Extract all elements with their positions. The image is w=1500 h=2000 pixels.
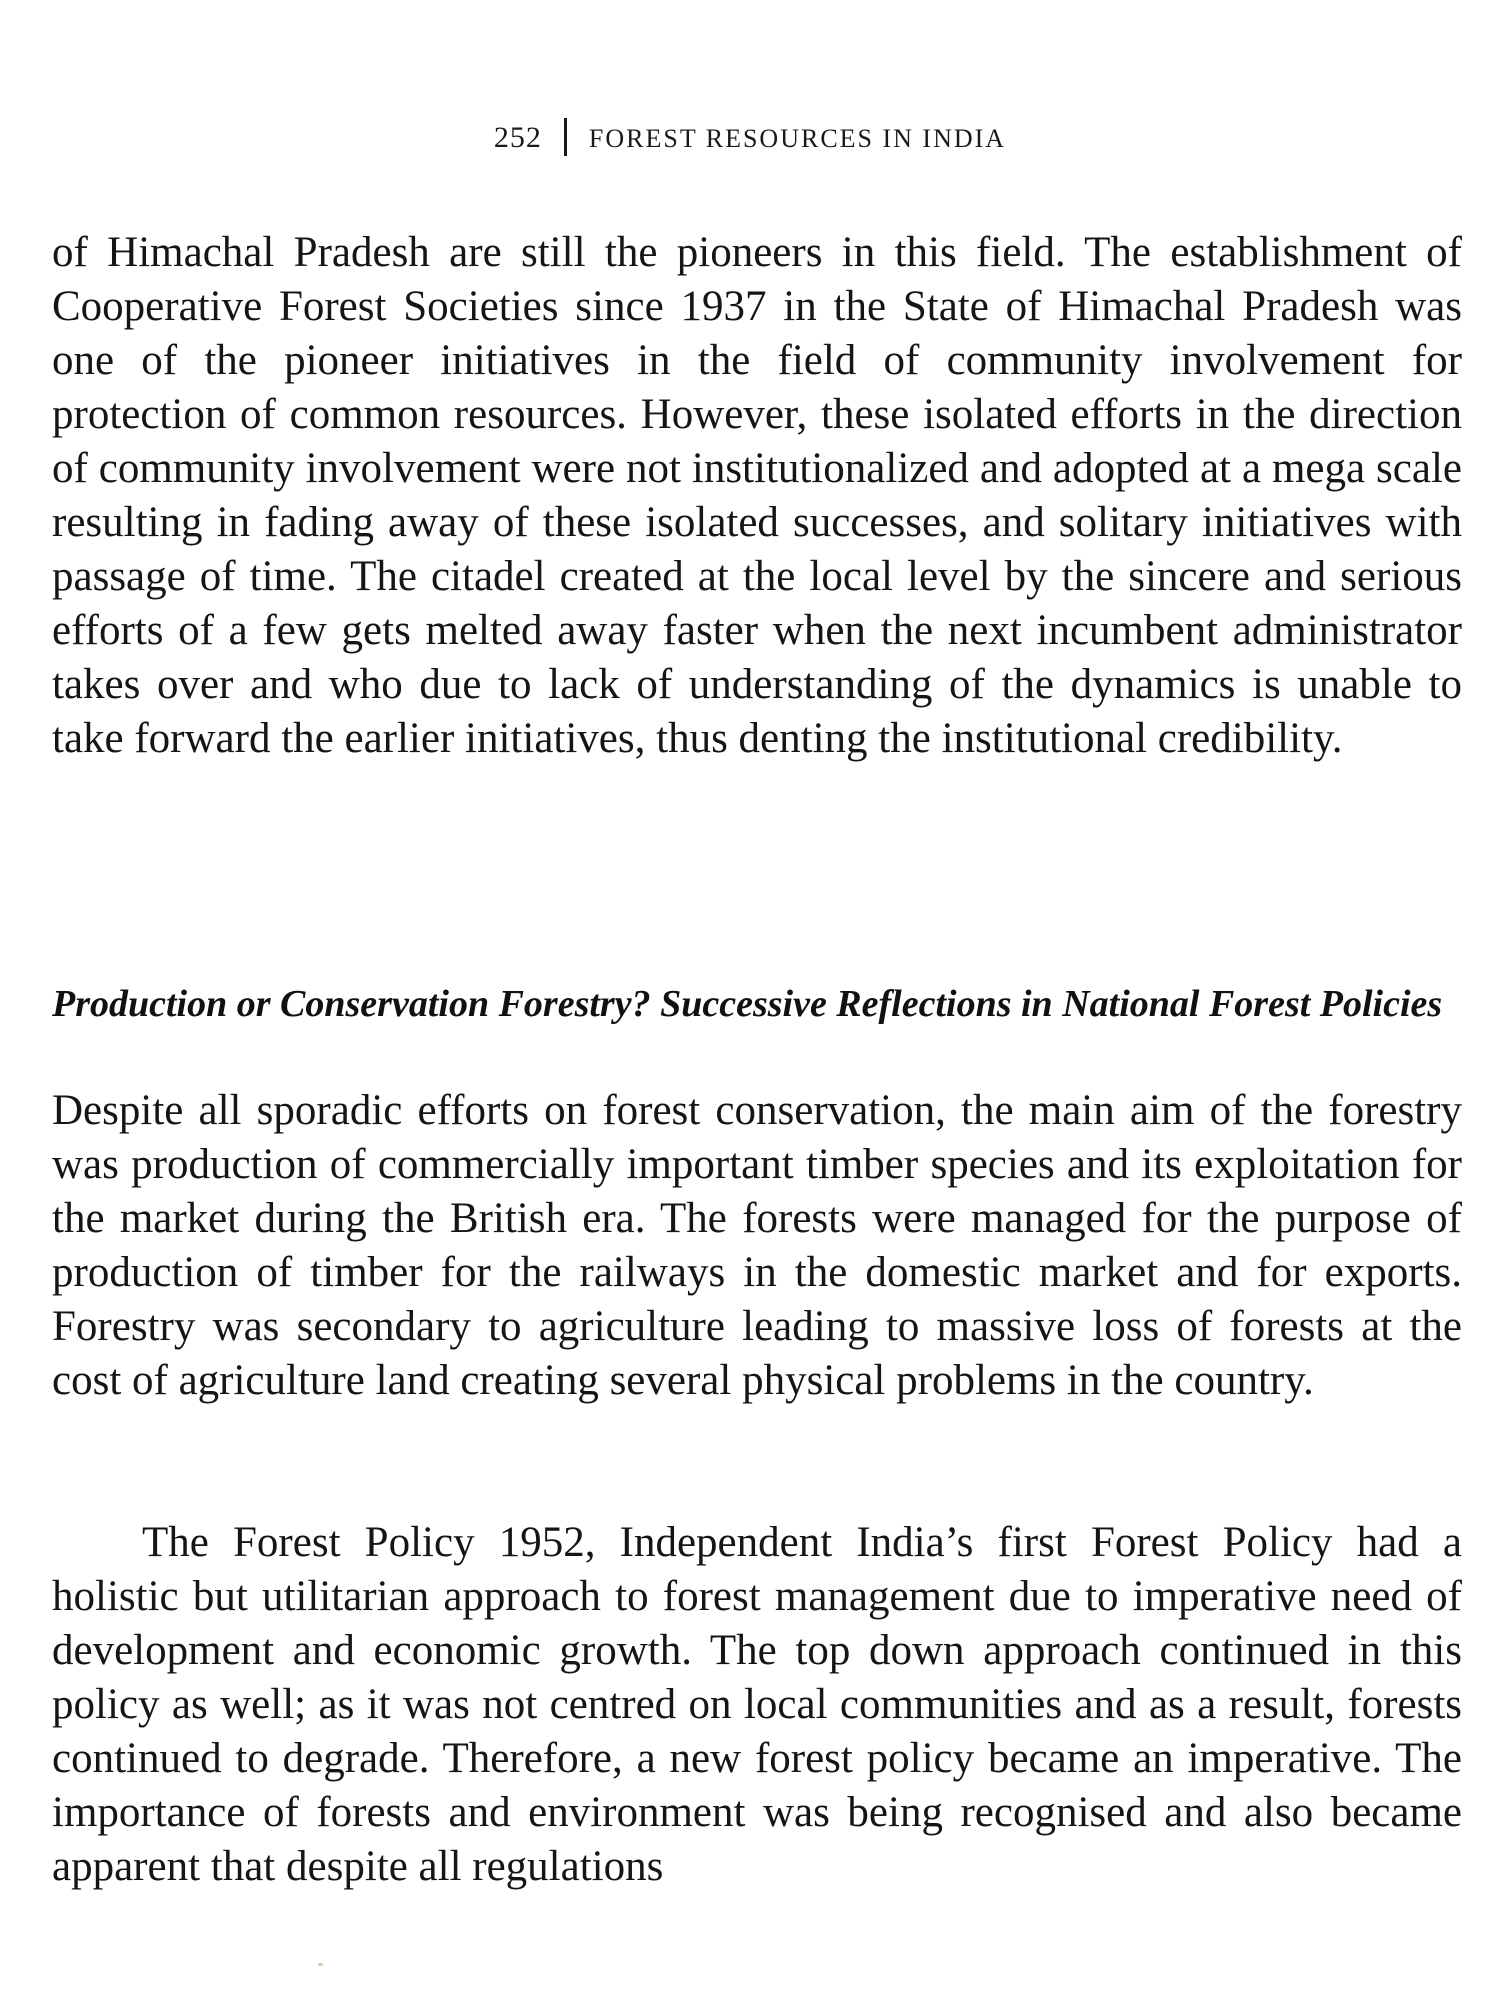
header-divider xyxy=(564,118,567,156)
page-number: 252 xyxy=(493,121,542,154)
paragraph-section-first: Despite all sporadic efforts on forest conservation, the main aim of the forestry was production of commercially important timber species and its exploitation for the market during the British era. The forests were managed for the purpose of production of timber for the railways in the domestic market and for exports. Forestry was secondary to agriculture leading to massive loss of forests at the cost of agriculture land creating several physical problems in the country. xyxy=(52,1087,1462,1404)
section-heading: Production or Conservation Forestry? Successive Reflections in National Forest Policies xyxy=(52,983,1443,1025)
chapter-running-title: FOREST RESOURCES IN INDIA xyxy=(588,124,1007,153)
paragraph-continuation: of Himachal Pradesh are still the pioneers in this field. The establishment of Cooperative Forest Societies since 1937 in the State of Himachal Pradesh was one of the pioneer initiatives in the field of community involvement for protection of common resources. However, these isolated efforts in the direction of community involvement were not institutionalized and adopted at a mega scale resulting in fading away of these isolated successes, and solitary initiatives with passage of time. The citadel created at the local level by the sincere and serious efforts of a few gets melted away faster when the next incumbent administrator takes over and who due to lack of understanding of the dynamics is unable to take forward the earlier initiatives, thus denting the institutional credibility. xyxy=(52,229,1462,762)
paper-speck xyxy=(318,1963,323,1966)
running-head xyxy=(0,118,1500,156)
paragraph-section-second: The Forest Policy 1952, Independent India’s first Forest Policy had a holistic but utilitarian approach to forest management due to imperative need of development and economic growth. The top down approach continued in this policy as well; as it was not centred on local communities and as a result, forests continued to degrade. Therefore, a new forest policy became an imperative. The importance of forests and environment was being recognised and also became apparent that despite all regulations xyxy=(52,1519,1462,1890)
